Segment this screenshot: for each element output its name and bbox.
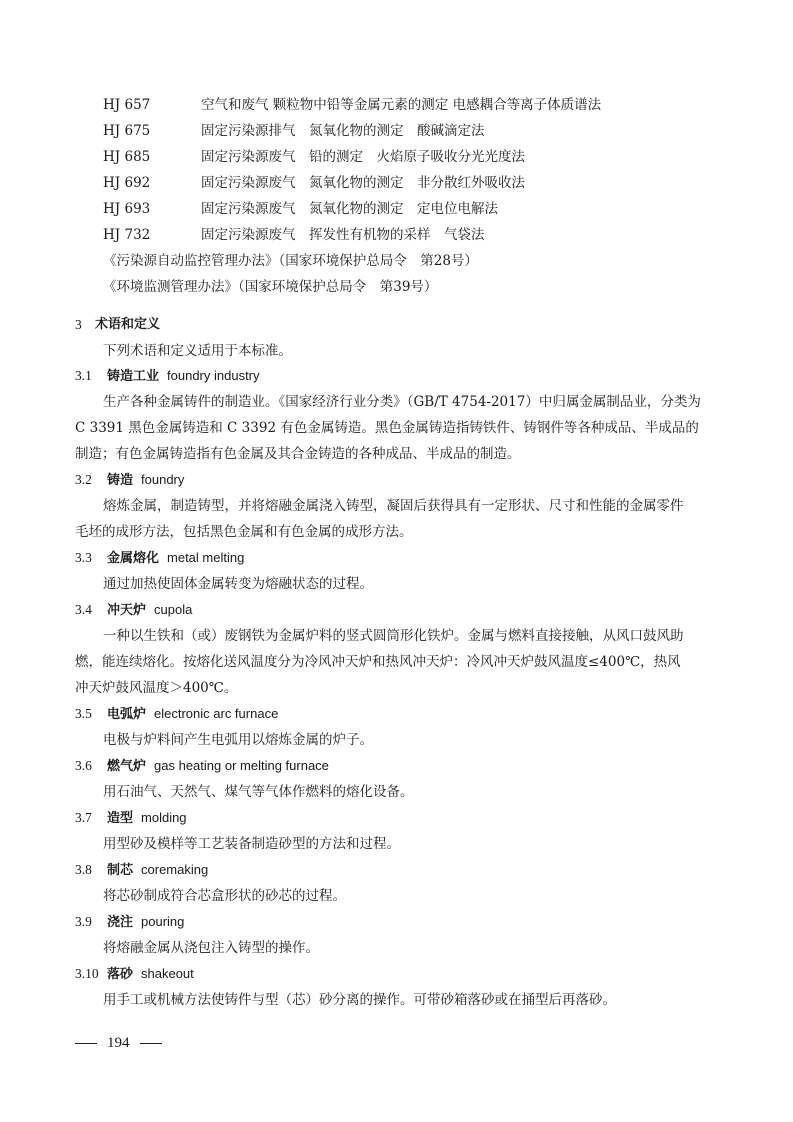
standard-title: 固定污染源废气 氮氧化物的测定 定电位电解法: [201, 201, 498, 217]
paragraph-text: C 3391 黑色金属铸造和 C 3392 有色金属铸造。黑色金属铸造指铸铁件、铸钢件等各种成品、半成品的: [75, 420, 699, 436]
term-number: 3.6: [75, 758, 92, 773]
term-heading: [0, 547, 793, 569]
term-definition-line: [0, 443, 793, 465]
term-english: electronic arc furnace: [154, 706, 279, 721]
paragraph-text: 制造；有色金属铸造指有色金属及其合金铸造的各种成品、半成品的制造。: [75, 446, 521, 462]
term-number: 3.8: [75, 862, 92, 877]
term-chinese: 铸造: [107, 473, 134, 488]
term-definition-line: [0, 781, 793, 803]
term-definition-line: [0, 495, 793, 517]
term-chinese: 制芯: [107, 863, 134, 878]
footer-dash-right: [140, 1043, 162, 1044]
paragraph-text: 冲天炉鼓风温度＞400℃。: [75, 680, 238, 696]
standard-row: [0, 120, 793, 142]
term-definition-line: [0, 989, 793, 1011]
standard-row: [0, 146, 793, 168]
term-definition-line: [0, 885, 793, 907]
paragraph-text: 一种以生铁和（或）废钢铁为金属炉料的竖式圆筒形化铁炉。金属与燃料直接接触，从风口鼓风助: [103, 628, 684, 644]
term-definition-line: [0, 937, 793, 959]
term-heading: [0, 807, 793, 829]
term-number: 3.1: [75, 368, 92, 383]
term-number: 3.3: [75, 550, 92, 565]
standard-row: [0, 172, 793, 194]
standard-code: HJ 675: [103, 123, 151, 139]
paragraph-text: 毛坯的成形方法，包括黑色金属和有色金属的成形方法。: [75, 524, 413, 540]
standard-code: HJ 692: [103, 175, 151, 191]
paragraph-text: 下列术语和定义适用于本标准。: [103, 343, 292, 359]
standard-code: HJ 693: [103, 201, 151, 217]
page-number: 194: [107, 1035, 130, 1051]
term-heading: [0, 859, 793, 881]
term-chinese: 铸造工业: [107, 369, 160, 384]
standard-row: [0, 224, 793, 246]
term-english: cupola: [154, 602, 193, 617]
standard-title: 空气和废气 颗粒物中铅等金属元素的测定 电感耦合等离子体质谱法: [201, 97, 602, 113]
term-english: coremaking: [141, 862, 209, 877]
term-english: foundry industry: [167, 368, 260, 383]
term-english: shakeout: [141, 966, 194, 981]
term-number: 3.4: [75, 602, 92, 617]
term-heading: [0, 911, 793, 933]
footer-dash-left: [75, 1043, 97, 1044]
paragraph-text: 燃，能连续熔化。按熔化送风温度分为冷风冲天炉和热风冲天炉：冷风冲天炉鼓风温度≤400℃，热风: [75, 654, 681, 670]
paragraph-text: 用石油气、天然气、煤气等气体作燃料的熔化设备。: [103, 784, 414, 800]
standard-row: [0, 198, 793, 220]
term-heading: [0, 469, 793, 491]
term-definition-line: [0, 417, 793, 439]
standard-title: 固定污染源废气 挥发性有机物的采样 气袋法: [201, 227, 485, 243]
term-english: foundry: [141, 472, 185, 487]
term-definition-line: [0, 651, 793, 673]
paragraph-text: 将熔融金属从浇包注入铸型的操作。: [103, 940, 319, 956]
standard-code: HJ 732: [103, 227, 151, 243]
section-title: 术语和定义: [95, 317, 161, 332]
term-chinese: 燃气炉: [107, 759, 147, 774]
page-footer: [75, 1031, 162, 1055]
paragraph-text: 用手工或机械方法使铸件与型（芯）砂分离的操作。可带砂箱落砂或在捅型后再落砂。: [103, 992, 616, 1008]
term-heading: [0, 963, 793, 985]
section-intro: [0, 340, 793, 362]
section-number: 3: [75, 317, 82, 332]
term-definition-line: [0, 521, 793, 543]
term-english: gas heating or melting furnace: [154, 758, 329, 773]
term-number: 3.5: [75, 706, 92, 721]
term-english: molding: [141, 810, 187, 825]
regulation-text: 《环境监测管理办法》（国家环境保护总局令 第39号）: [103, 279, 438, 295]
standard-title: 固定污染源废气 铅的测定 火焰原子吸收分光光度法: [201, 149, 525, 165]
term-number: 3.10: [75, 966, 99, 981]
term-chinese: 浇注: [107, 915, 134, 930]
term-chinese: 金属熔化: [107, 551, 160, 566]
term-chinese: 落砂: [107, 967, 134, 982]
term-chinese: 冲天炉: [107, 603, 147, 618]
term-chinese: 电弧炉: [107, 707, 147, 722]
term-number: 3.7: [75, 810, 92, 825]
term-heading: [0, 703, 793, 725]
standard-title: 固定污染源排气 氮氧化物的测定 酸碱滴定法: [201, 123, 485, 139]
paragraph-text: 将芯砂制成符合芯盒形状的砂芯的过程。: [103, 888, 346, 904]
term-definition-line: [0, 833, 793, 855]
paragraph-text: 用型砂及模样等工艺装备制造砂型的方法和过程。: [103, 836, 400, 852]
regulation-text: 《污染源自动监控管理办法》（国家环境保护总局令 第28号）: [103, 253, 478, 269]
term-heading: [0, 365, 793, 387]
standard-code: HJ 657: [103, 97, 151, 113]
paragraph-text: 生产各种金属铸件的制造业。《国家经济行业分类》（GB/T 4754-2017）中归属金属制品业，分类为: [103, 394, 701, 410]
term-number: 3.9: [75, 914, 92, 929]
standard-row: [0, 94, 793, 116]
term-definition-line: [0, 729, 793, 751]
term-number: 3.2: [75, 472, 92, 487]
term-english: pouring: [141, 914, 185, 929]
term-definition-line: [0, 677, 793, 699]
term-definition-line: [0, 625, 793, 647]
term-chinese: 造型: [107, 811, 134, 826]
standard-title: 固定污染源废气 氮氧化物的测定 非分散红外吸收法: [201, 175, 525, 191]
paragraph-text: 通过加热使固体金属转变为熔融状态的过程。: [103, 576, 373, 592]
term-definition-line: [0, 391, 793, 413]
paragraph-text: 电极与炉料间产生电弧用以熔炼金属的炉子。: [103, 732, 373, 748]
term-english: metal melting: [167, 550, 245, 565]
regulation-item: [0, 276, 793, 298]
term-heading: [0, 599, 793, 621]
term-definition-line: [0, 573, 793, 595]
paragraph-text: 熔炼金属，制造铸型，并将熔融金属浇入铸型，凝固后获得具有一定形状、尺寸和性能的金属零件: [103, 498, 684, 514]
regulation-item: [0, 250, 793, 272]
section-heading: [0, 314, 793, 336]
standard-code: HJ 685: [103, 149, 151, 165]
term-heading: [0, 755, 793, 777]
